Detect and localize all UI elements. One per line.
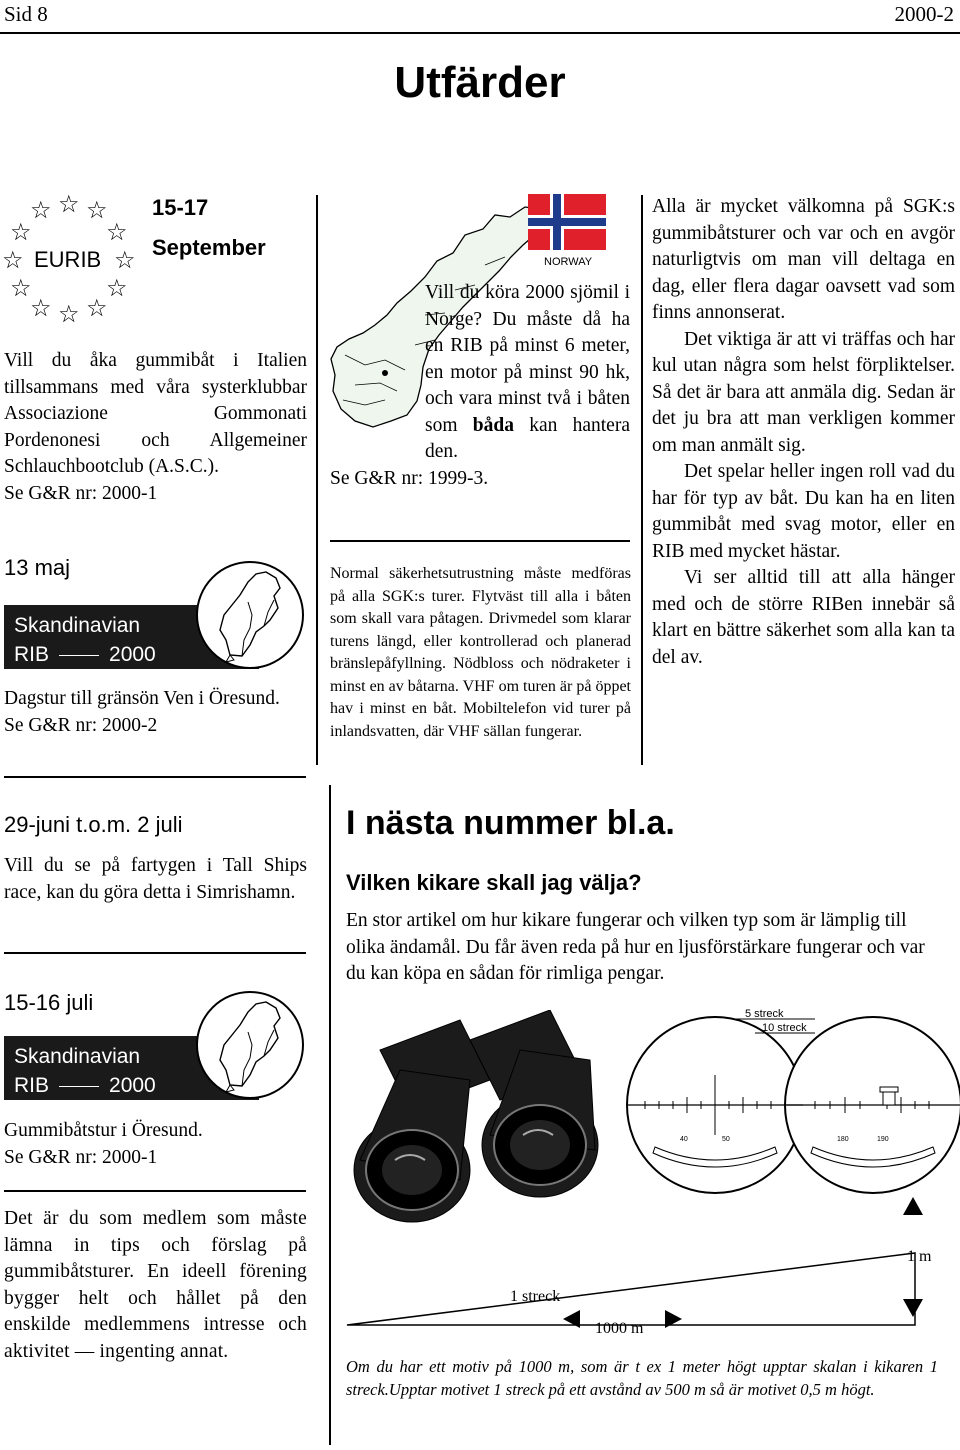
label-5-streck: 5 streck <box>745 1008 784 1020</box>
event1-date: 13 maj <box>4 555 71 580</box>
star-icon: ☆ <box>106 218 128 246</box>
eurib-logo-text: EURIB <box>34 247 102 272</box>
star-icon: ☆ <box>10 218 32 246</box>
divider <box>330 540 630 542</box>
label-1-streck: 1 streck <box>510 1288 561 1305</box>
flag-label: NORWAY <box>544 256 593 268</box>
page-title: Utfärder <box>394 58 566 107</box>
scandinavia-map-icon <box>190 990 310 1100</box>
event2-date: 29-juni t.o.m. 2 juli <box>4 812 183 837</box>
divider <box>4 1190 306 1192</box>
welcome-text: Alla är mycket välkomna på SGK:s gummibåtsturer och var och en avgör naturligtvis om man vill deltaga en dag, eller flera dagar oavsett vad som finns annonserat. Det viktiga är att vi träffas och har kul utan några som helst förpliktelser. Så det är bara att anmäla dig. Sedan är det ju bra att man verkligen kommer om man anmält sig. Det spelar heller ingen roll vad du har för typ av båt. Du kan ha en liten gummibåt med svag motor, eller en RIB med mycket hästar. Vi ser alltid till att alla hänger med och de större RIBen innebär så klart en bättre säkerhet som alla kan ta del av. <box>652 196 955 668</box>
next-heading: I nästa nummer bl.a. <box>346 804 675 842</box>
star-icon: ☆ <box>114 246 136 274</box>
event3-box: Skandinavian RIB 2000 <box>4 1036 259 1100</box>
event2-text: Vill du se på fartygen i Tall Ships race, kan du göra detta i Simrishamn. <box>4 855 307 903</box>
star-icon: ☆ <box>58 300 80 328</box>
star-icon: ☆ <box>86 196 108 224</box>
star-icon: ☆ <box>2 246 24 274</box>
eurib-month: September <box>152 235 266 260</box>
issue-number: 2000-2 <box>894 2 954 26</box>
star-icon: ☆ <box>30 294 52 322</box>
column-divider <box>329 785 331 1445</box>
star-icon: ☆ <box>10 274 32 302</box>
eurib-logo <box>0 190 140 330</box>
label-10-streck: 10 streck <box>762 1022 807 1034</box>
reticle-num-40: 40 <box>680 1136 688 1143</box>
scandinavia-map-icon <box>190 560 310 670</box>
safety-text: Normal säkerhetsutrustning måste medföras på alla SGK:s turer. Flytväst till alla i båten som skall vara påtagen. Drivmedel som klarar turens längd, eller kontrollerad och planerad bränslepåfyllning. Nödbloss och nödraketer i minst en av båtarna. VHF om turen är på öppet hav i minst en båt. Mobiltelefon vid turer på inlandsvatten, där VHF sällan fungerar. <box>330 565 631 740</box>
page-number: Sid 8 <box>4 2 48 26</box>
diagram-caption: Om du har ett motiv på 1000 m, som är t ex 1 meter högt upptar skalan i kikaren 1 streck.Upptar motivet 1 streck på ett avstånd av 500 m så är motivet 0,5 m högt. <box>346 1357 938 1399</box>
column-divider <box>641 195 643 765</box>
label-1000m: 1000 m <box>595 1320 644 1337</box>
next-text: En stor artikel om hur kikare fungerar och vilken typ som är lämplig till olika ändamål. Du får även reda på hur en ljusförstärkare fungerar och var du kan köpa en sådan för rimliga pengar. <box>346 910 925 984</box>
event3-date: 15-16 juli <box>4 990 94 1015</box>
star-icon: ☆ <box>106 274 128 302</box>
norway-flag-icon <box>528 194 606 250</box>
event1-text: Dagstur till gränsön Ven i Öresund. Se G&R nr: 2000-2 <box>4 688 280 736</box>
reticle-num-180: 180 <box>837 1136 849 1143</box>
star-icon: ☆ <box>86 294 108 322</box>
divider <box>4 776 306 778</box>
next-subheading: Vilken kikare skall jag välja? <box>346 870 642 895</box>
reticle-num-190: 190 <box>877 1136 889 1143</box>
distance-diagram <box>345 1195 950 1345</box>
event1-box: Skandinavian RIB 2000 <box>4 605 259 669</box>
eurib-text: Vill du åka gummibåt i Italien tillsammans med våra systerklubbar Associazione Gommonati Pordenonesi och Allgemeiner Schlauchbootclub (A.S.C.). Se G&R nr: 2000-1 <box>4 350 307 504</box>
event3-text: Gummibåtstur i Öresund. Se G&R nr: 2000-1 <box>4 1120 203 1168</box>
reticle-diagram <box>615 1005 960 1195</box>
star-icon: ☆ <box>30 196 52 224</box>
header-rule <box>0 32 960 34</box>
norway-text: Vill du köra 2000 sjömil i Norge? Du måste då ha en RIB på minst 6 meter, en motor på minst 90 hk, och vara minst två i båten som båda kan hantera den. Se G&R nr: 1999-3. <box>330 282 630 489</box>
star-icon: ☆ <box>58 190 80 218</box>
reticle-num-50: 50 <box>722 1136 730 1143</box>
tips-text: Det är du som medlem som måste lämna in tips och förslag på gummibåtsturer. En ideell förening bygger helt och hållet på den enskilde medlemmens intresse och aktivitet — ingenting annat. <box>4 1208 307 1362</box>
label-1m: 1 m <box>907 1248 932 1265</box>
eurib-dates: 15-17 <box>152 195 209 220</box>
column-divider <box>316 195 318 765</box>
divider <box>4 952 306 954</box>
